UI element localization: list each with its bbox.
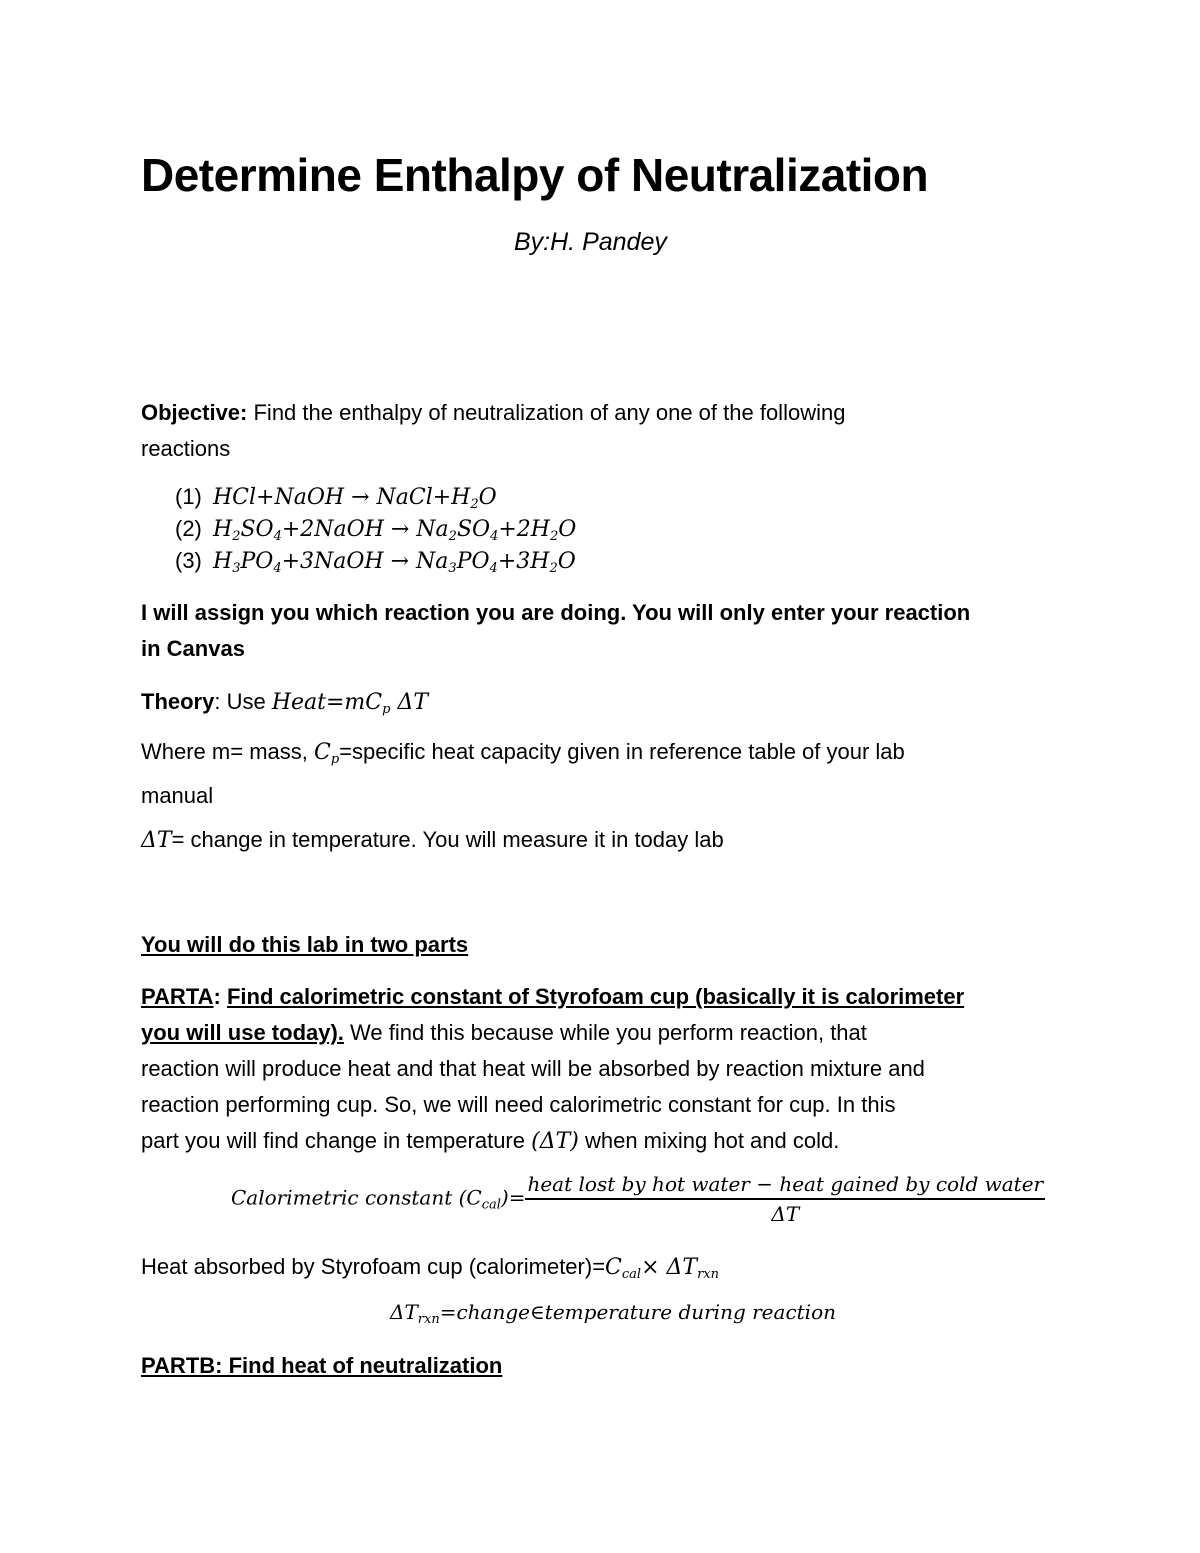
part-a-paragraph: PARTA: Find calorimetric constant of Styrofoam cup (basically it is calorimeter you will use today). We find this because while you perform reaction, that reaction will produce heat and that heat will be absorbed by reaction mixture and reaction performing cup. So, we will need calorimetric constant for cup. In this part you will find change in temperature (ΔT) when mixing hot and cold. xyxy=(141,984,965,1154)
objective-text: Find the enthalpy of neutralization of any one of the following xyxy=(247,400,846,425)
reaction-3: (3) $H_3PO_4+3NaOH \to Na_3PO_4+3H_2O$ xyxy=(175,545,576,585)
heat-absorbed-line: Heat absorbed by Styrofoam cup $(calorimeter)=C_{cal}\times \Delta T_{rxn}$ xyxy=(141,1254,720,1282)
reaction-2: (2) $H_2SO_4+2NaOH \to Na_2SO_4+2H_2O$ xyxy=(175,513,576,553)
theory-line: Theory: Use $Heat=mC_p$ ΔT xyxy=(141,689,429,717)
theory-label: Theory xyxy=(141,689,215,714)
part-b-heading: PARTB: Find heat of neutralization xyxy=(141,1353,503,1378)
author-line: By:H. Pandey xyxy=(514,228,667,256)
reaction-number: (2) xyxy=(175,516,202,541)
reaction-number: (1) xyxy=(175,484,202,509)
formula-fraction: $\frac{\text{heat lost by hot water − heat gained by cold water}}{\Delta T}$ xyxy=(527,1172,1044,1226)
where-paragraph: Where m= mass, $C_p=specific$ heat capacity given in reference table of your lab manual xyxy=(141,739,905,808)
objective-text-2: reactions xyxy=(141,436,231,461)
objective-label: Objective: xyxy=(141,400,248,425)
reaction-number: (3) xyxy=(175,548,202,573)
calorimetric-constant-formula: Calorimetric constant $(C_{cal})=$ $\frac{\text{heat lost by hot water − heat gained by cold water}}{\Delta T}$ xyxy=(231,1172,1044,1226)
assign-note: I will assign you which reaction you are doing. You will only enter your reaction in Canvas xyxy=(141,600,971,661)
document-title: Determine Enthalpy of Neutralization xyxy=(141,149,929,201)
heat-formula: $Heat=mC_p$ ΔT xyxy=(271,690,429,717)
delta-t-line: ΔT= change in temperature. You will measure it in today lab xyxy=(141,827,724,853)
rxn-definition: $\Delta T_{rxn}=change\in temperature$ during reaction xyxy=(390,1300,836,1327)
reaction-1: (1) HCl+NaOH → $NaCl+H_2O$ xyxy=(175,481,497,521)
part-a-label: PARTA xyxy=(141,984,214,1009)
two-parts-heading: You will do this lab in two parts xyxy=(141,932,469,957)
objective-paragraph xyxy=(141,395,1061,467)
